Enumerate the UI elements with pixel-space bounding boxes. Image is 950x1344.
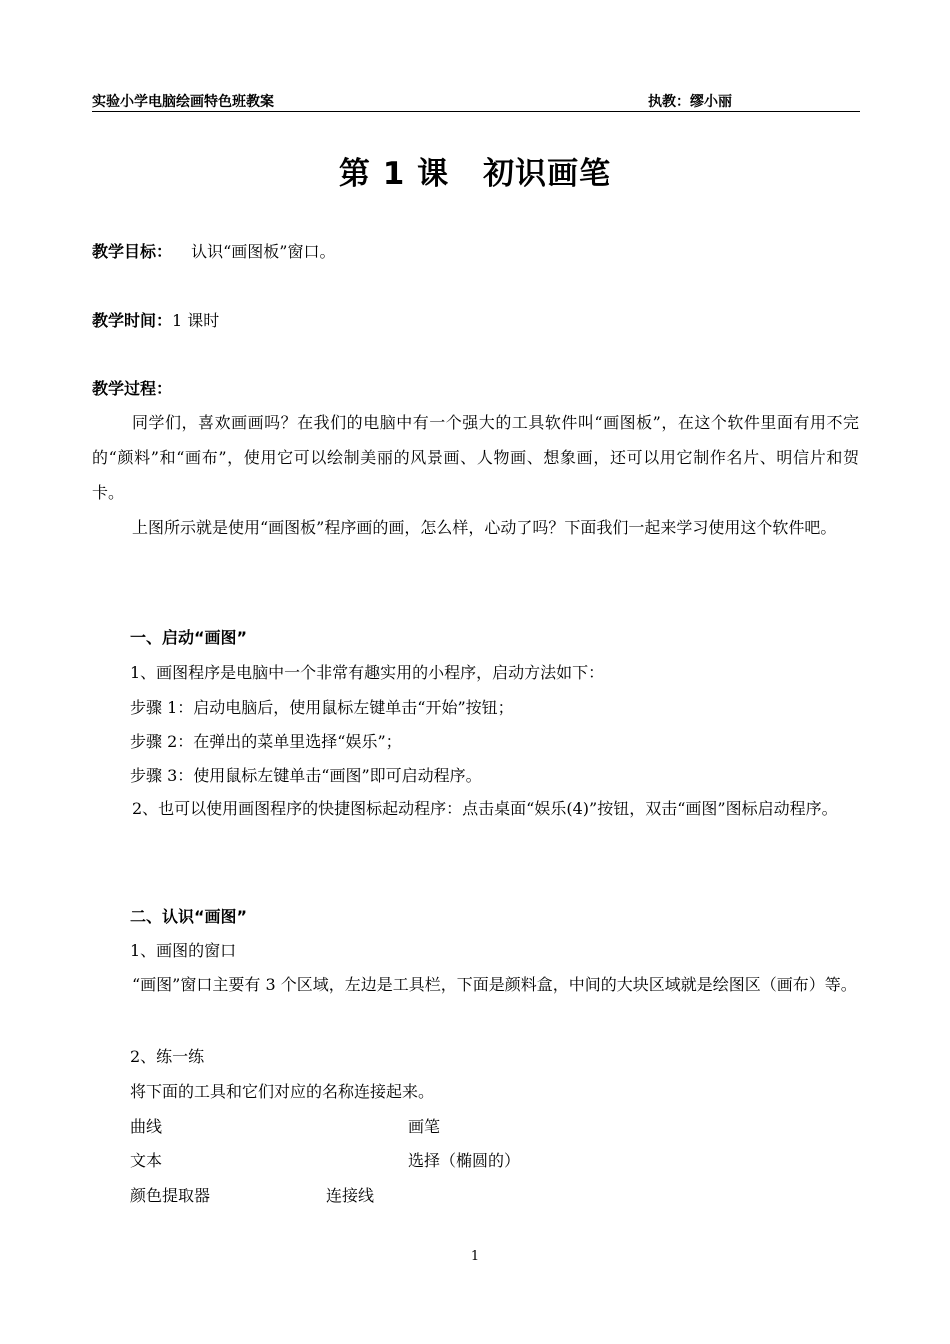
section1-step3: 步骤 3：使用鼠标左键单击“画图”即可启动程序。: [130, 766, 482, 785]
section2-item1: 1、画图的窗口: [130, 941, 237, 960]
pair-right-brush: 画笔: [408, 1117, 441, 1136]
section1-step2: 步骤 2：在弹出的菜单里选择“娱乐”；: [130, 732, 402, 751]
pair-left-color-picker: 颜色提取器: [130, 1186, 211, 1205]
lesson-number: 第 1 课: [338, 156, 450, 192]
time-line: [92, 311, 219, 331]
pair-left-text: 文本: [130, 1151, 163, 1170]
header-teacher: 执教：缪小丽: [648, 94, 732, 110]
time-text: 1 课时: [172, 311, 220, 330]
intro-paragraph-2: 上图所示就是使用“画图板”程序画的画，怎么样，心动了吗？下面我们一起来学习使用这个软件吧。: [132, 518, 837, 537]
section2-item1-text: “画图”窗口主要有 3 个区域，左边是工具栏，下面是颜料盒，中间的大块区域就是绘图区（画布）等。: [132, 975, 857, 994]
objective-line: [92, 242, 335, 262]
lesson-name: 初识画笔: [483, 156, 612, 192]
exercise-instruction: 将下面的工具和它们对应的名称连接起来。: [130, 1082, 435, 1101]
pair-right-ellipse-select: 选择（椭圆的）: [408, 1151, 521, 1170]
time-label: 教学时间：: [92, 311, 173, 330]
objective-label: 教学目标：: [92, 242, 173, 261]
page-number: 1: [470, 1249, 480, 1264]
section1-heading: 一、启动“画图”: [130, 628, 248, 647]
section2-heading: 二、认识“画图”: [130, 907, 248, 926]
section1-item1: 1、画图程序是电脑中一个非常有趣实用的小程序，启动方法如下：: [130, 663, 605, 682]
header-title: 实验小学电脑绘画特色班教案: [92, 94, 274, 110]
intro-paragraph-1: 同学们，喜欢画画吗？在我们的电脑中有一个强大的工具软件叫“画图板”，在这个软件里面有用不完的“颜料”和“画布”，使用它可以绘制美丽的风景画、人物画、想象画，还可以用它制作名片、明信片和贺卡。: [92, 413, 859, 502]
objective-text: 认识“画图板”窗口。: [191, 242, 336, 261]
process-label: 教学过程：: [92, 379, 173, 398]
pair-left-curve: 曲线: [130, 1117, 163, 1136]
lesson-title: [0, 148, 950, 193]
page-header: [92, 89, 860, 112]
section1-step1: 步骤 1：启动电脑后，使用鼠标左键单击“开始”按钮；: [130, 698, 514, 717]
section2-item2: 2、练一练: [130, 1047, 205, 1066]
pair-right-connector: 连接线: [326, 1186, 375, 1205]
section1-item2: 2、也可以使用画图程序的快捷图标起动程序：点击桌面“娱乐(4)”按钮，双击“画图”图标启动程序。: [132, 799, 838, 818]
